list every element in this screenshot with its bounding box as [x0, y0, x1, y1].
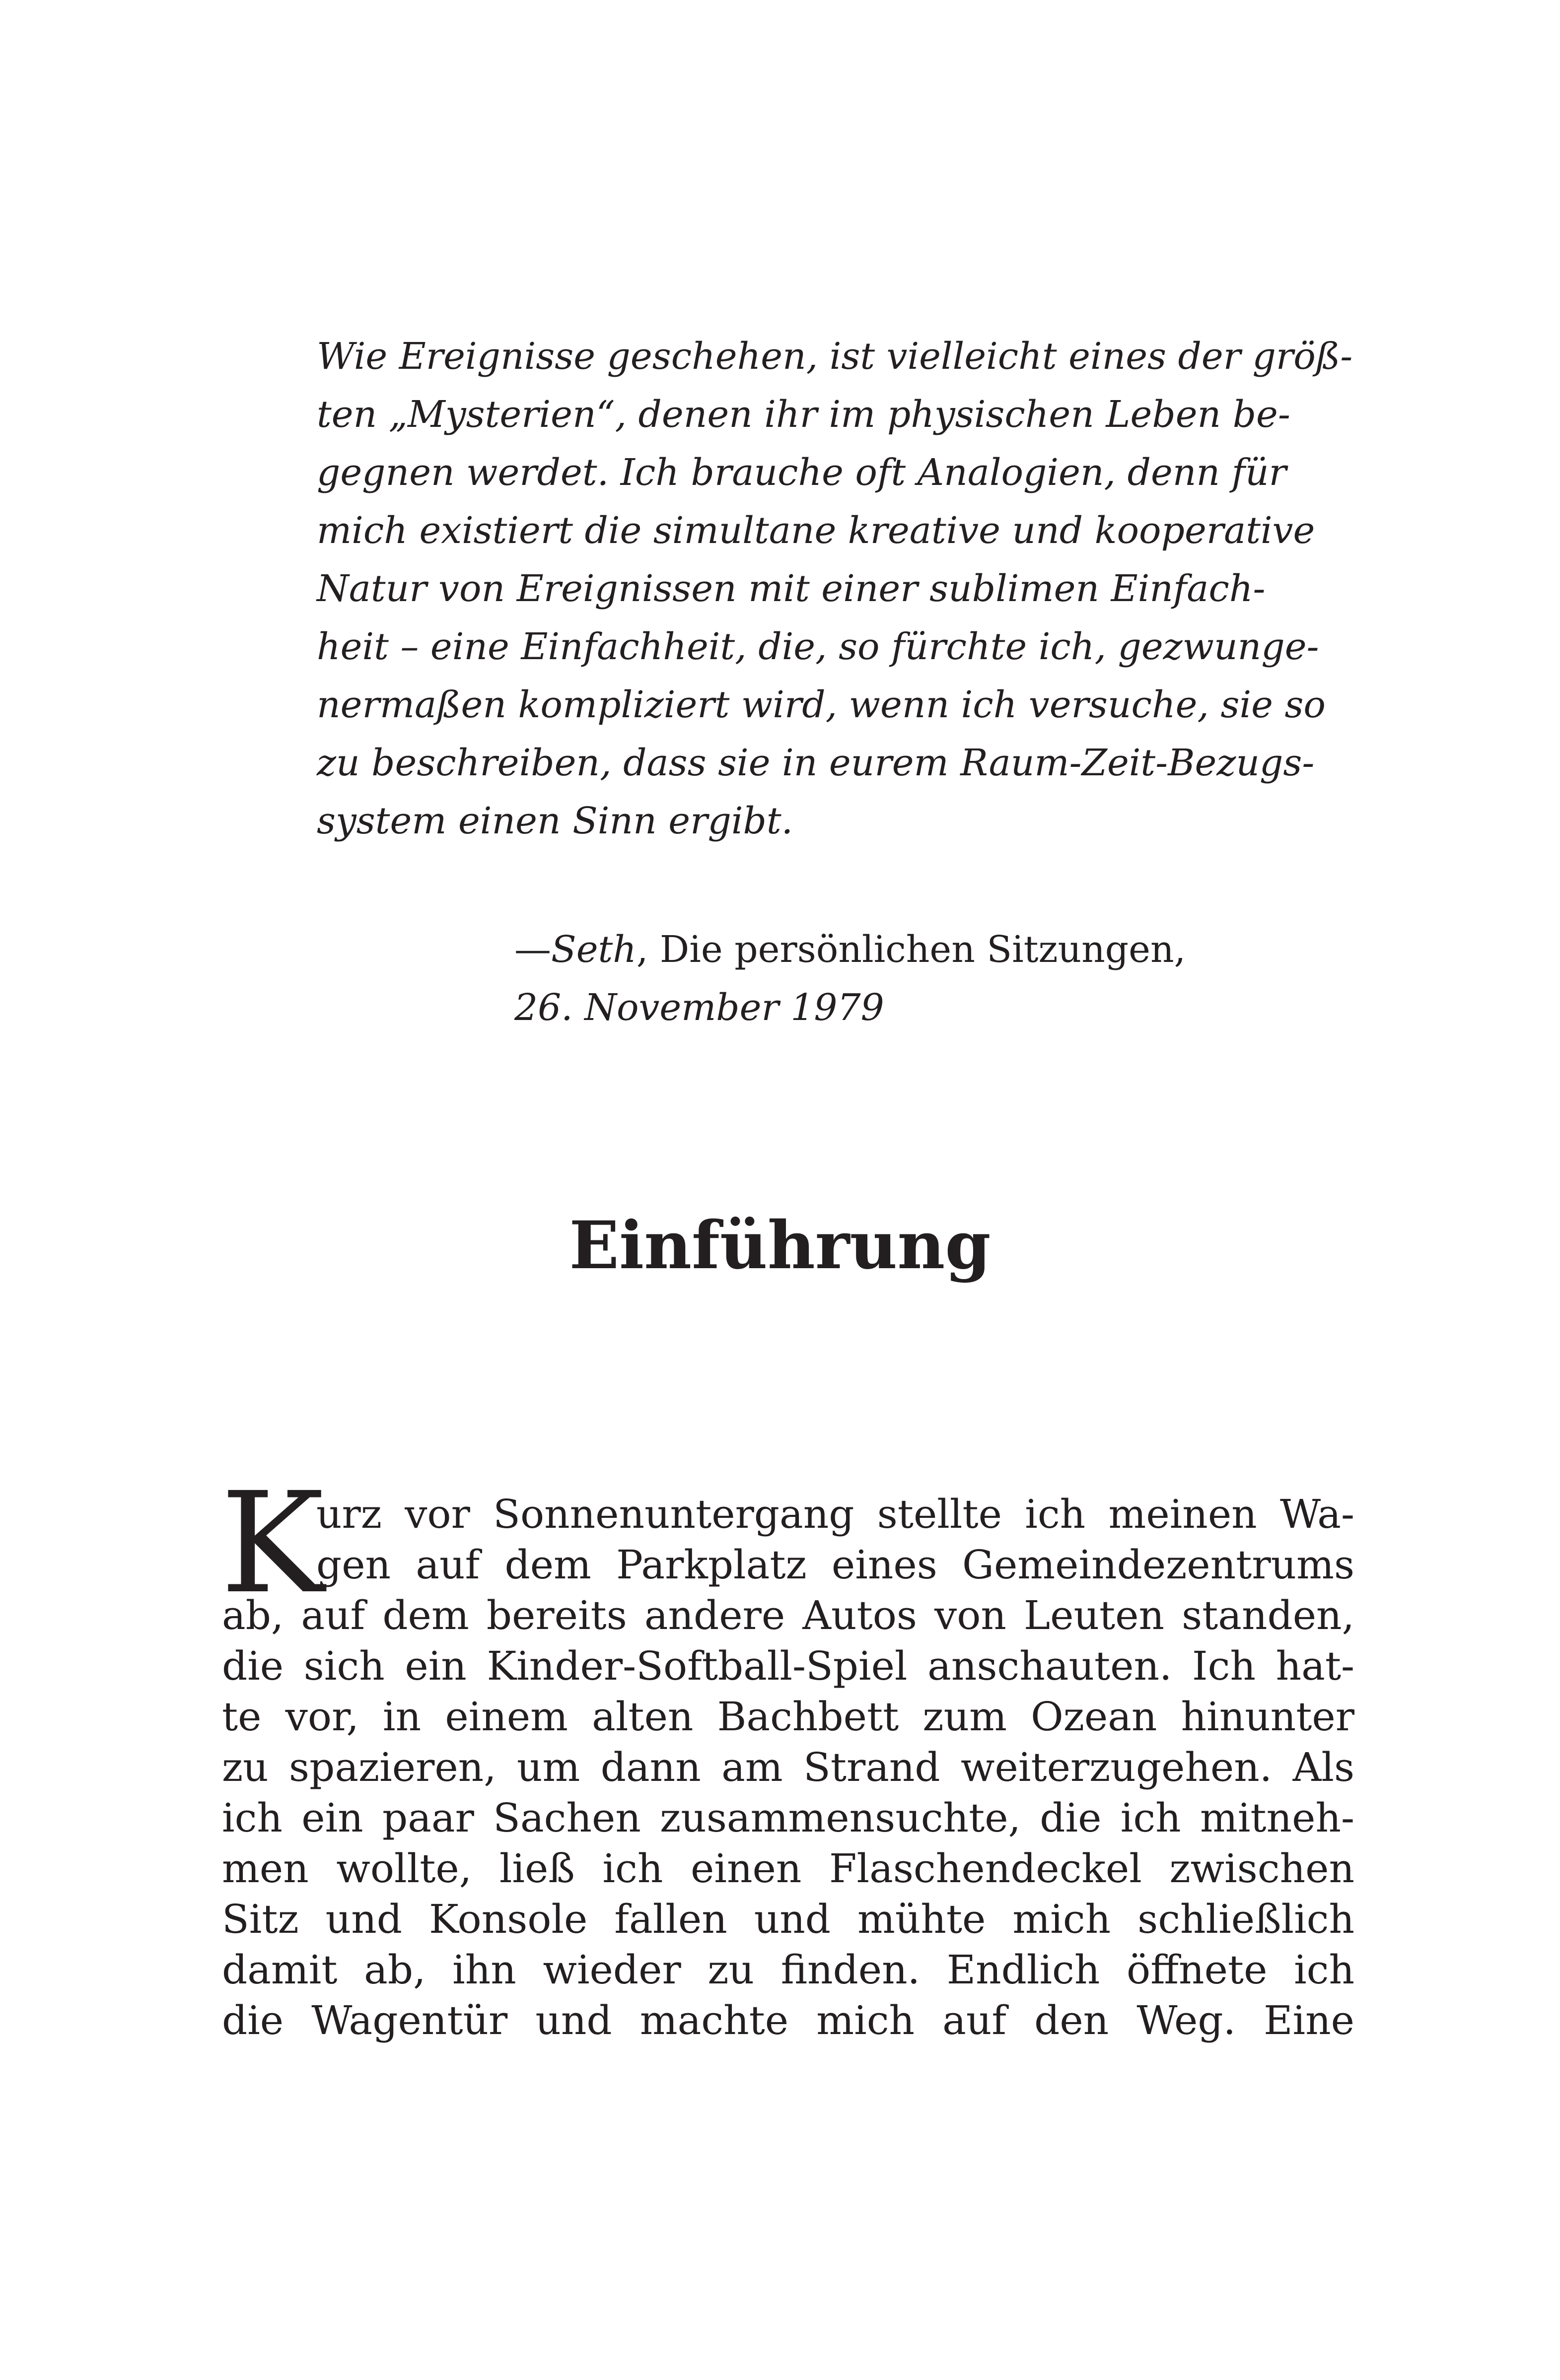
- body-line: ich ein paar Sachen zusammensuchte, die ich mitneh-: [222, 1795, 1354, 1841]
- body-line: urz vor Sonnenuntergang stellte ich meinen Wa-: [316, 1491, 1354, 1537]
- epigraph-line: gegnen werdet. Ich brauche oft Analogien, denn für: [317, 451, 1287, 494]
- body-line: zu spazieren, um dann am Strand weiterzugehen. Als: [222, 1744, 1354, 1790]
- epigraph-attribution: [514, 921, 1261, 1037]
- body-line: die sich ein Kinder-Softball-Spiel anschauten. Ich hat-: [222, 1643, 1354, 1689]
- epigraph-line: system einen Sinn ergibt.: [317, 800, 793, 842]
- attribution-date: 26. November 1979: [514, 986, 884, 1029]
- epigraph-line: ten „Mysterien“, denen ihr im physischen Leben be-: [317, 393, 1290, 436]
- epigraph-line: zu beschreiben, dass sie in eurem Raum-Zeit-Bezugs-: [317, 742, 1315, 784]
- epigraph-line: heit – eine Einfachheit, die, so fürchte ich, gezwunge-: [317, 625, 1319, 668]
- epigraph-line: nermaßen kompliziert wird, wenn ich versuche, sie so: [317, 683, 1326, 726]
- drop-cap: K: [220, 1463, 325, 1625]
- epigraph-line: mich existiert die simultane kreative und kooperative: [317, 509, 1315, 552]
- epigraph-line: Natur von Ereignissen mit einer sublimen Einfach-: [317, 567, 1266, 610]
- attribution-line-2: [514, 979, 1261, 1037]
- epigraph-quote: [317, 328, 1353, 850]
- attribution-author: Seth: [551, 928, 637, 971]
- body-paragraph: [220, 1463, 1354, 2046]
- body-line: te vor, in einem alten Bachbett zum Ozean hinunter: [222, 1694, 1354, 1740]
- body-line: die Wagentür und machte mich auf den Weg. Eine: [222, 1997, 1354, 2043]
- attribution-source: , Die persönlichen Sitzungen,: [636, 928, 1186, 971]
- attribution-dash: —: [514, 928, 551, 971]
- body-line: gen auf dem Parkplatz eines Gemeindezentrums: [316, 1542, 1354, 1588]
- attribution-line-1: [514, 921, 1261, 979]
- body-line: ab, auf dem bereits andere Autos von Leuten standen,: [222, 1592, 1354, 1638]
- body-line: Sitz und Konsole fallen und mühte mich schließlich: [222, 1896, 1354, 1942]
- epigraph-line: Wie Ereignisse geschehen, ist vielleicht eines der größ-: [317, 335, 1353, 378]
- body-line: damit ab, ihn wieder zu finden. Endlich öffnete ich: [222, 1947, 1354, 1993]
- chapter-title: Einführung: [569, 1207, 991, 1284]
- body-line: men wollte, ließ ich einen Flaschendeckel zwischen: [222, 1845, 1354, 1892]
